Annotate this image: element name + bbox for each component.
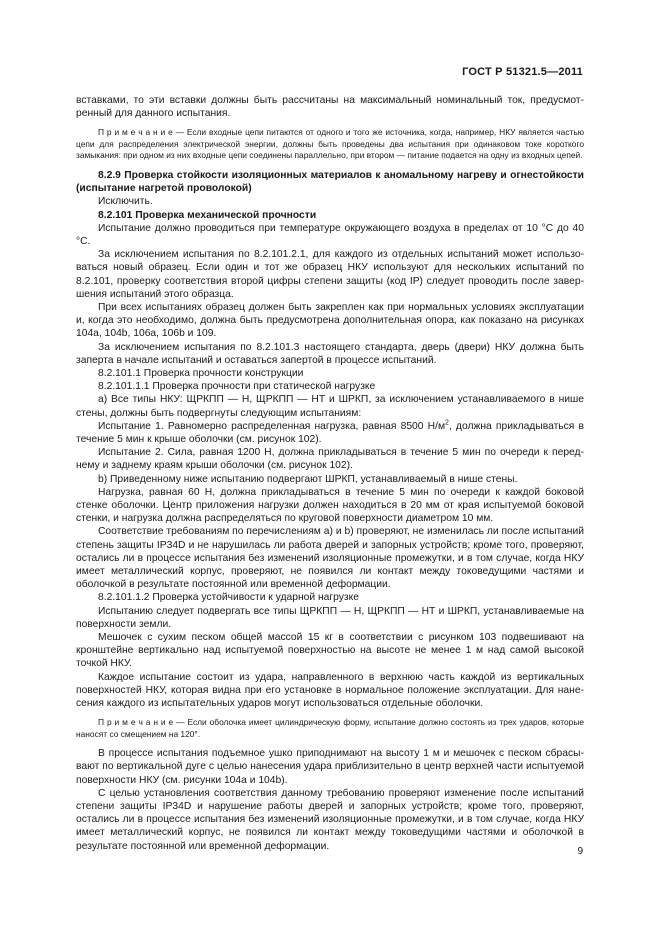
paragraph: Исключить. [98,196,153,208]
paragraph: За исключением испытания по 8.2.101.3 настоящего стандарта, дверь (двери) НКУ должна быть заперта в начале испытаний и оставаться запертой в процессе испытаний. [76,341,584,366]
paragraph: Испытание должно проводиться при температуре окружающего воздуха в пределах от 10 °С до 40 °С. [76,222,584,247]
page-number: 9 [577,846,583,857]
list-item: а) Все типы НКУ: ЩРКПП — Н, ЩРКПП — НТ и ШРКП, за исключением устанавливаемого в нише стены, должны быть подвергнуты следующим испытаниям: [76,394,584,419]
paragraph: Соответствие требованиям по перечислениям а) и b) проверяют, не изменилась ли после испытаний степень защиты IP34D и не нарушилась ли работа дверей и запорных устройств; кроме того, проверяют, остались ли в процессе испытания без изменений изоляционные промежутки, и в том случае, когда НКУ имеет металлический корпус, проверяют, не появился ли контакт между токоведущими частями и оболочкой в результате постоянной или временной деформации. [76,526,584,591]
note: П р и м е ч а н и е — Если оболочка имеет цилиндрическую форму, испытание должно состоять из трех ударов, которые наносят со смещением на 120°. [76,717,584,739]
test-1-text-b: , должна прикладываться в течение 5 мин к крыше оболочки (см. рисунок 102). [76,420,584,445]
test-1-text-a: Испытание 1. Равномерно распределенная нагрузка, равная 8500 Н/м [98,420,446,432]
subsection-heading: 8.2.101.1 Проверка прочности конструкции [98,367,304,379]
paragraph: Испытанию следует подвергать все типы ЩРКПП — Н, ЩРКПП — НТ и ШРКП, устанавливаемые на поверхности земли. [76,605,584,630]
page-content [76,94,584,853]
section-heading: 8.2.101 Проверка механической прочности [98,209,317,221]
subsection-heading: 8.2.101.1.1 Проверка прочности при статической нагрузке [98,381,376,393]
superscript: 2 [445,419,449,427]
paragraph: За исключением испытания по 8.2.101.2.1, для каждого из отдельных испытаний может использоваться новый образец. Если один и тот же образец НКУ используют для нескольких испытаний по 8.2.101, проверку соответствия второй цифры степени защиты (код IP) следует проводить после завершения испытаний этого образца. [76,249,584,300]
paragraph: С целью установления соответствия данному требованию проверяют изменение после испытаний степени защиты IP34D и нарушение работы дверей и запорных устройств; кроме того, проверяют, остались ли в процессе испытания без изменений изоляционные промежутки, и в том случае, когда НКУ имеет металлический корпус, не появился ли контакт между токоведущими частями и оболочкой в результате постоянной или временной деформации. [76,787,584,852]
paragraph: Нагрузка, равная 60 Н, должна прикладываться в течение 5 мин по очереди к каждой боковой стенке оболочки. Центр приложения нагрузки должен находиться в 20 мм от края испытуемой боковой стенки, и нагрузка должна распределяться по круговой поверхности диаметром 10 мм. [76,486,584,525]
paragraph: вставками, то эти вставки должны быть рассчитаны на максимальный номинальный ток, предусмотренный для данного испытания. [76,95,584,120]
paragraph: Испытание 2. Сила, равная 1200 Н, должна прикладываться в течение 5 мин по очереди к переднему и заднему краям крыши оболочки (см. рисунок 102). [76,447,584,472]
paragraph: При всех испытаниях образец должен быть закреплен как при нормальных условиях эксплуатации и, когда это необходимо, должна быть предусмотрена дополнительная опора, как показано на рисунках 104а, 104b, 106а, 106b и 109. [76,301,584,340]
section-heading: 8.2.9 Проверка стойкости изоляционных материалов к аномальному нагреву и огнестойкости (испытание нагретой проволокой) [76,169,584,195]
paragraph: Каждое испытание состоит из удара, направленного в верхнюю часть каждой из вертикальных поверхностей НКУ, которая видна при его установке в нормальное положение эксплуатации. Для нанесения каждого из испытательных ударов могут использоваться отдельные оболочки. [76,671,584,710]
note: П р и м е ч а н и е — Если входные цепи питаются от одного и того же источника, когда, например, НКУ является частью цепи для распределения электрической энергии, должны быть проведены два испытания при одинаковом токе короткого замыкания: при одном из них входные цепи соединены параллельно, при втором — питание подается на одну из входных цепей. [76,127,584,161]
paragraph: Мешочек с сухим песком общей массой 15 кг в соответствии с рисунком 103 подвешивают на кронштейне вертикально над испытуемой поверхностью на высоте не менее 1 м над самой высокой точкой НКУ. [76,632,584,670]
paragraph [76,420,584,446]
subsection-heading: 8.2.101.1.2 Проверка устойчивости к ударной нагрузке [98,592,359,604]
standard-code: ГОСТ Р 51321.5—2011 [462,66,583,78]
list-item: b) Приведенному ниже испытанию подвергают ШРКП, устанавливаемый в нише стены. [98,473,518,485]
paragraph: В процессе испытания подъемное ушко приподнимают на высоту 1 м и мешочек с песком сбрасывают по вертикальной дуге с целью нанесения удара приблизительно в центр верхней части испытуемой поверхности НКУ (см. рисунки 104а и 104b). [76,748,584,786]
